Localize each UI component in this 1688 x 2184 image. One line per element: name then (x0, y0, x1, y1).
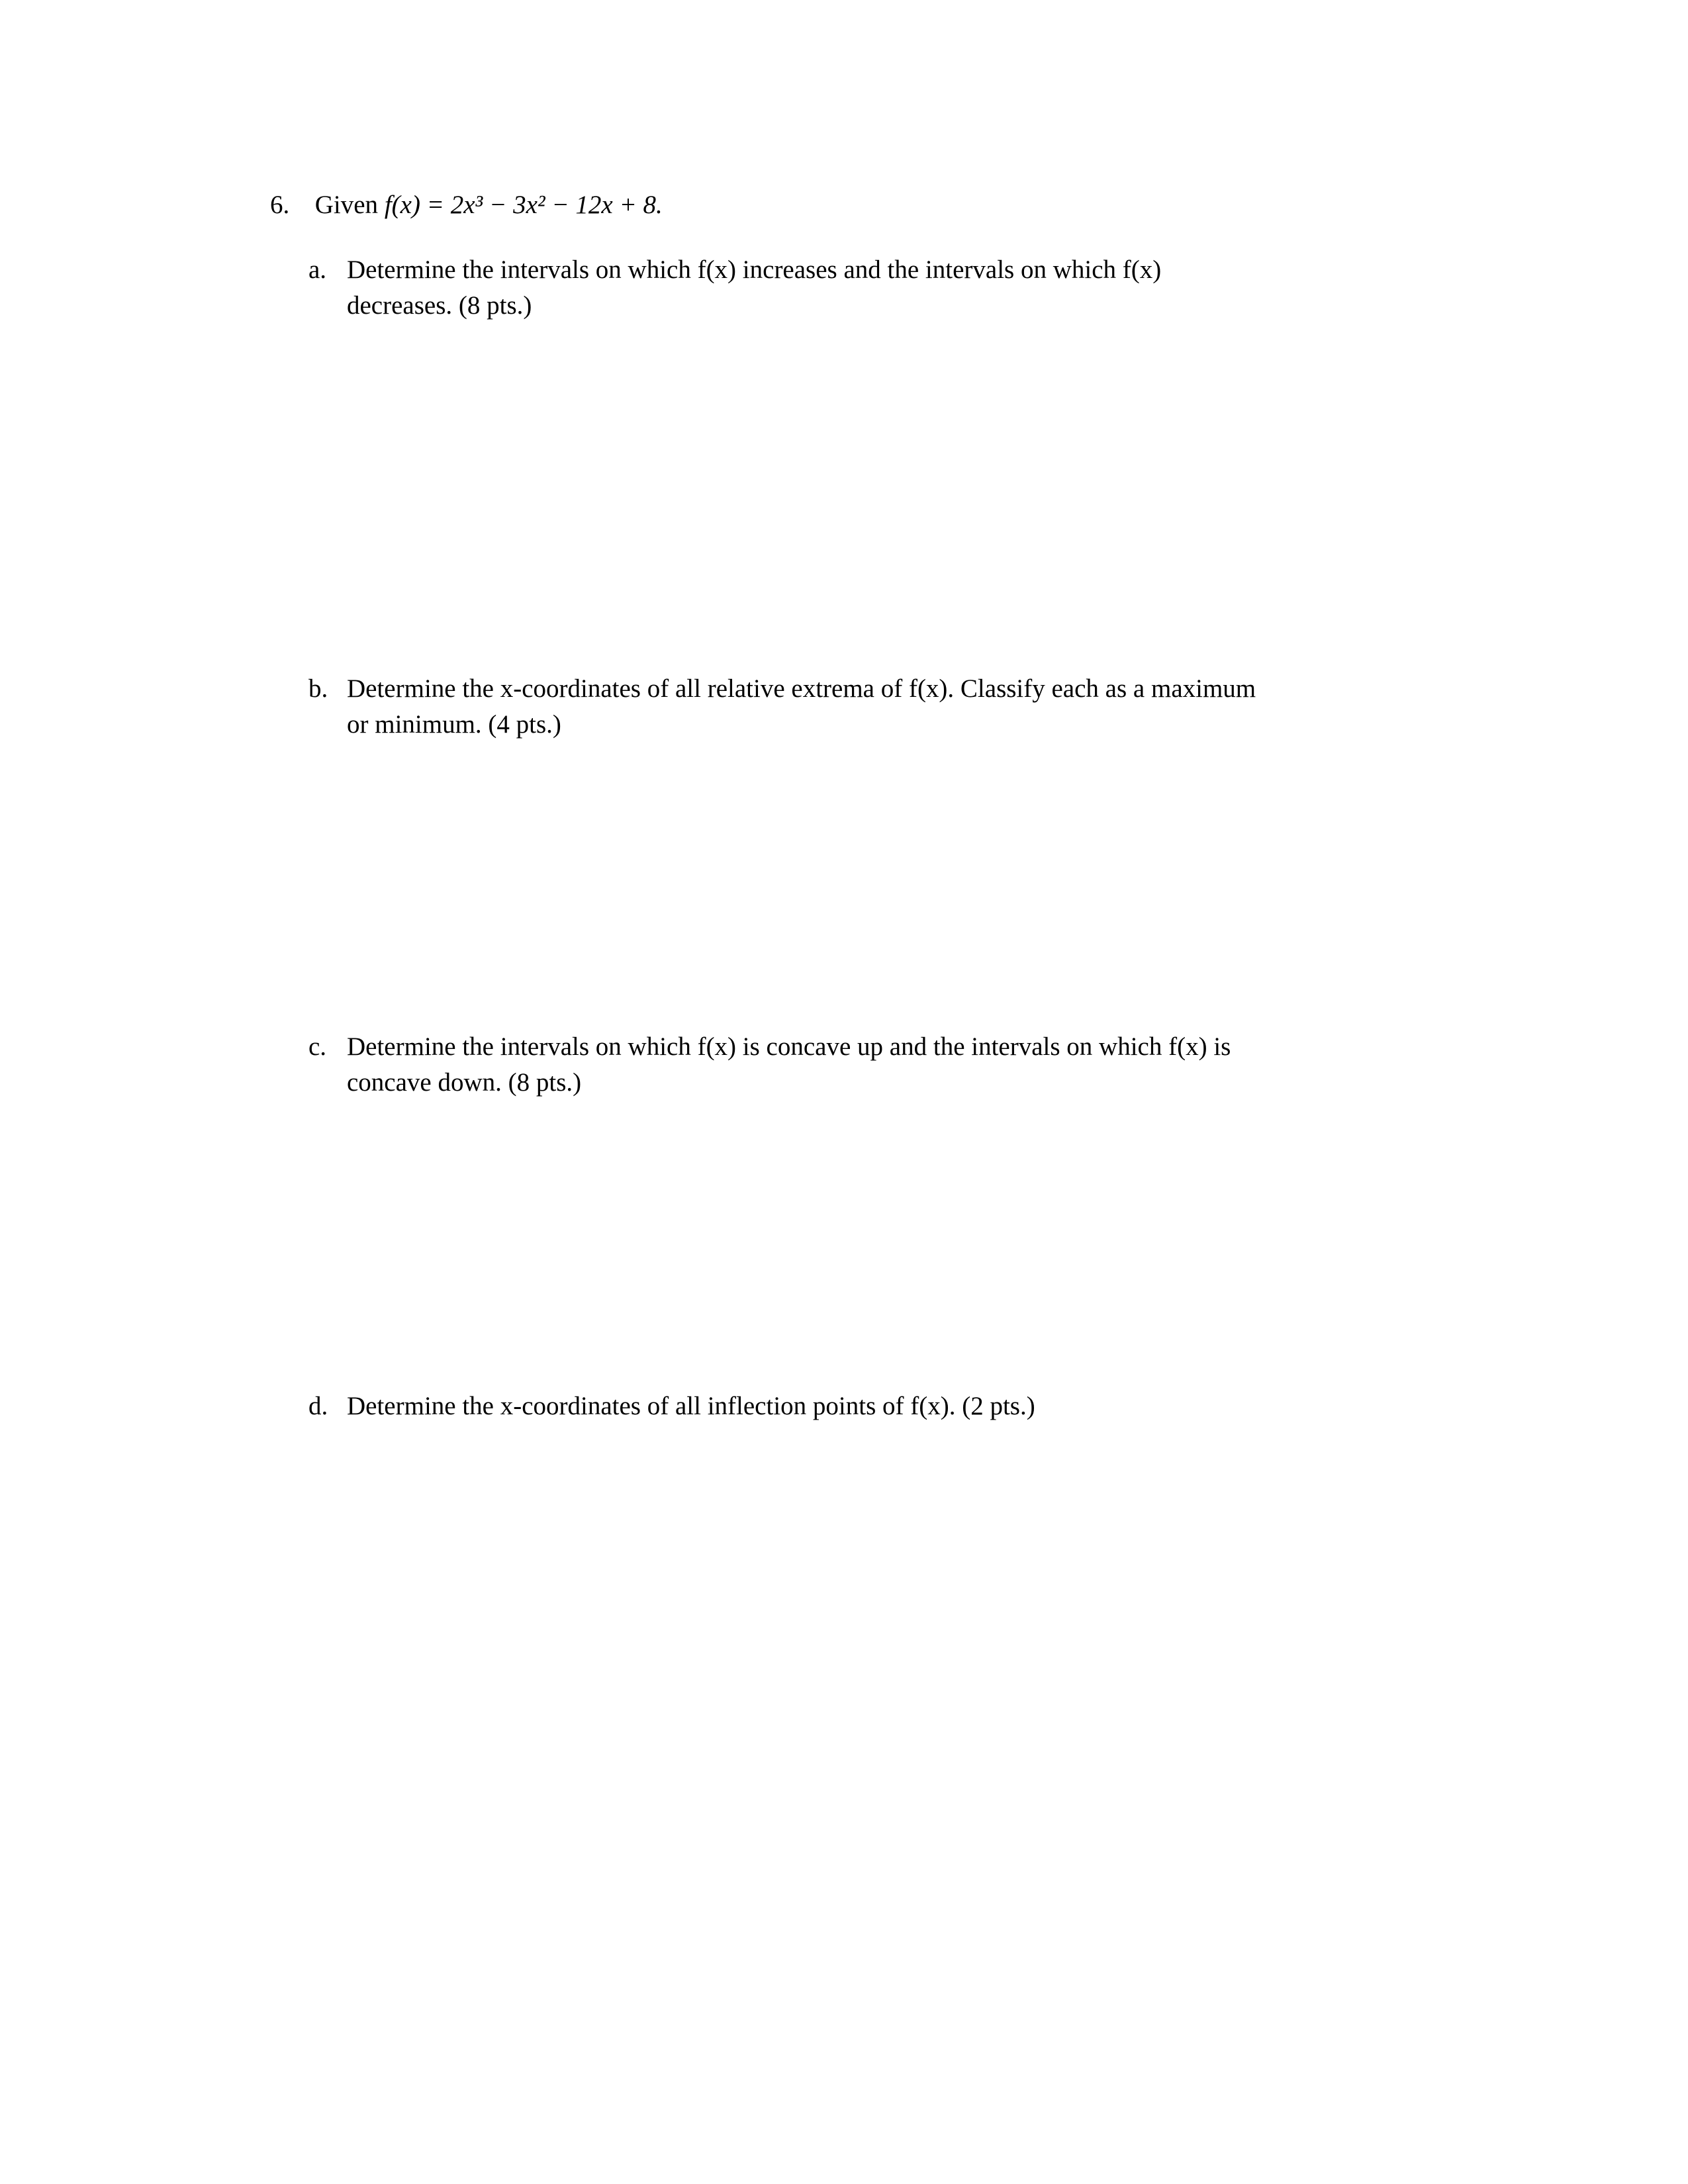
part-letter: a. (308, 255, 327, 284)
part-text: or minimum. (4 pts.) (347, 710, 561, 739)
part-b (308, 671, 1354, 743)
part-letter: c. (308, 1032, 327, 1061)
part-text: Determine the intervals on which f(x) is concave up and the intervals on which f(x) is (347, 1032, 1231, 1061)
part-text: Determine the x-coordinates of all inflection points of f(x). (2 pts.) (347, 1392, 1035, 1420)
part-text: concave down. (8 pts.) (347, 1068, 582, 1097)
part-letter: b. (308, 674, 328, 703)
part-text: Determine the x-coordinates of all relative extrema of f(x). Classify each as a maximum (347, 674, 1256, 703)
problem-intro: Given (314, 191, 379, 219)
problem-number: 6. (270, 191, 290, 219)
part-d (308, 1388, 1354, 1424)
part-text: decreases. (8 pts.) (347, 291, 532, 320)
part-letter: d. (308, 1392, 328, 1420)
part-text: Determine the intervals on which f(x) increases and the intervals on which f(x) (347, 255, 1162, 284)
problem-statement (270, 187, 1329, 223)
part-c (308, 1029, 1354, 1101)
part-a (308, 252, 1354, 324)
function-definition: f(x) = 2x³ − 3x² − 12x + 8. (384, 191, 663, 219)
